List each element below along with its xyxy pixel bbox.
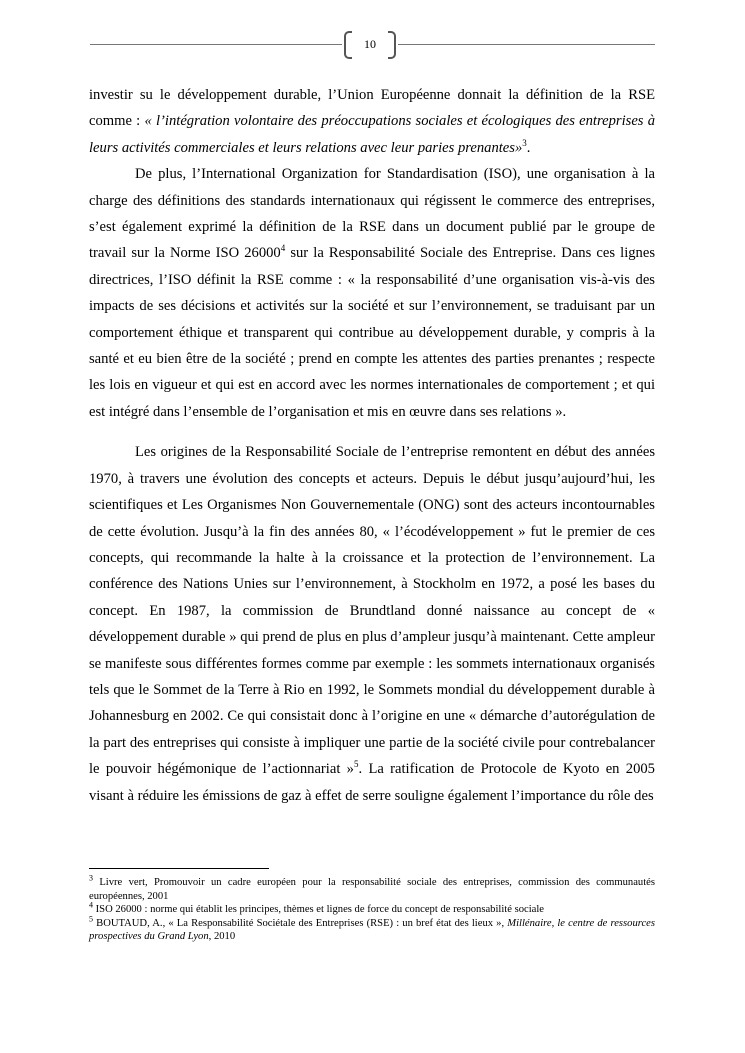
footnote-year: , 2010 (208, 931, 236, 943)
paragraph-1 (89, 82, 655, 161)
paragraph-2-text-b: sur la Responsabilité Sociale des Entreprise. Dans ces lignes directrices, l’ISO définit la RSE comme : « la responsabilité d’une organisation vis-à-vis des impacts de ses décisions et activités sur la société et sur l’environnement, se traduisant par un comportement éthique et transparent qui contribue au développement durable, y compris à la santé et eu bien être de la société ; prend en compte les attentes des parties prenantes ; respecte les lois en vigueur et qui est en accord avec les normes internationales de comportement ; et qui est intégré dans l’ensemble de l’organisation et mis en œuvre dans ses relations ». (89, 245, 655, 420)
footnote-ref-5[interactable]: 5 (353, 759, 359, 770)
footnote-ref-3[interactable]: 3 (522, 137, 527, 148)
footnote-5 (89, 914, 655, 944)
paragraph-1-text: investir su le développement durable, l’Union Européenne donnait la définition de la RSE comme : (89, 87, 655, 130)
footnotes (89, 873, 655, 944)
page-number: 10 (364, 37, 376, 51)
header-rule-right (398, 44, 655, 45)
paragraph-1-end: . (526, 139, 531, 156)
paragraph-3-text-a: Les origines de la Responsabilité Sociale de l’entreprise remontent en début des années 1970, à travers une évolution des concepts et acteurs. Depuis le début jusqu’aujourd’hui, les scientifiques et Les Organismes Non Gouvernementale (ONG) sont des acteurs incontournables de cette évolution. Jusqu’à la fin des années 80, « l’écodéveloppement » fut le premier de ces concepts, qui recommande la halte à la croissance et la protection de l’environnement. La conférence des Nations Unies sur l’environnement, à Stockholm en 1972, a posé les bases du concept. En 1987, la commission de Brundtland donné naissance au concept de « développement durable » qui prend de plus en plus d’ampleur jusqu’à maintenant. Cette ampleur se manifeste sous différentes formes comme par exemple : les sommets internationaux organisés tels que le Sommet de la Terre à Rio en 1992, le Sommets mondial du développement durable à Johannesburg en 2002. Ce qui consistait donc à l’origine en une « démarche d’autorégulation de la part des entreprises qui consiste à impliquer une partie de la société civile pour contrebalancer le pouvoir hégémonique de l’actionnariat » (89, 444, 655, 778)
footnote-separator (89, 868, 269, 869)
footnote-3 (89, 873, 655, 903)
paragraph-3-text-b: . La ratification de Protocole de Kyoto en 2005 visant à réduire les émissions de gaz à effet de serre souligne également l’importance du rôle des (89, 761, 655, 804)
header-rule-left (90, 44, 342, 45)
footnote-number: 5 (89, 914, 93, 924)
right-brace-icon (388, 31, 396, 59)
paragraph-2 (89, 161, 655, 425)
page-number-box (342, 30, 398, 58)
footnote-text: Livre vert, Promouvoir un cadre européen pour la responsabilité sociale des entreprises, commission des communautés européennes, 2001 (89, 877, 655, 902)
paragraph-3 (89, 439, 655, 809)
page-header (90, 30, 655, 58)
footnote-4 (89, 900, 655, 917)
footnote-ref-4[interactable]: 4 (280, 243, 286, 254)
paragraph-2-text-a: De plus, l’International Organization for Standardisation (ISO), une organisation à la charge des définitions des standards internationaux qui régissent le commerce des entreprises, s’est également exprimé la définition de la RSE dans un document publié par le groupe de travail sur la Norme ISO 26000 (89, 166, 655, 262)
body-text (89, 82, 655, 809)
footnote-text: BOUTAUD, A., « La Responsabilité Sociétale des Entreprises (RSE) : un bref état des lieux », (93, 917, 508, 929)
eu-definition-quote: « l’intégration volontaire des préoccupations sociales et écologiques des entreprises à leurs activités commerciales et leurs relations avec leur paries prenantes» (89, 113, 655, 156)
footnote-source-title: Millénaire, le centre de ressources prospectives du Grand Lyon (89, 917, 655, 943)
left-brace-icon (344, 31, 352, 59)
footnote-number: 3 (89, 873, 93, 883)
footnote-text: ISO 26000 : norme qui établit les principes, thèmes et lignes de force du concept de responsabilité sociale (93, 904, 544, 916)
footnote-number: 4 (89, 900, 93, 910)
